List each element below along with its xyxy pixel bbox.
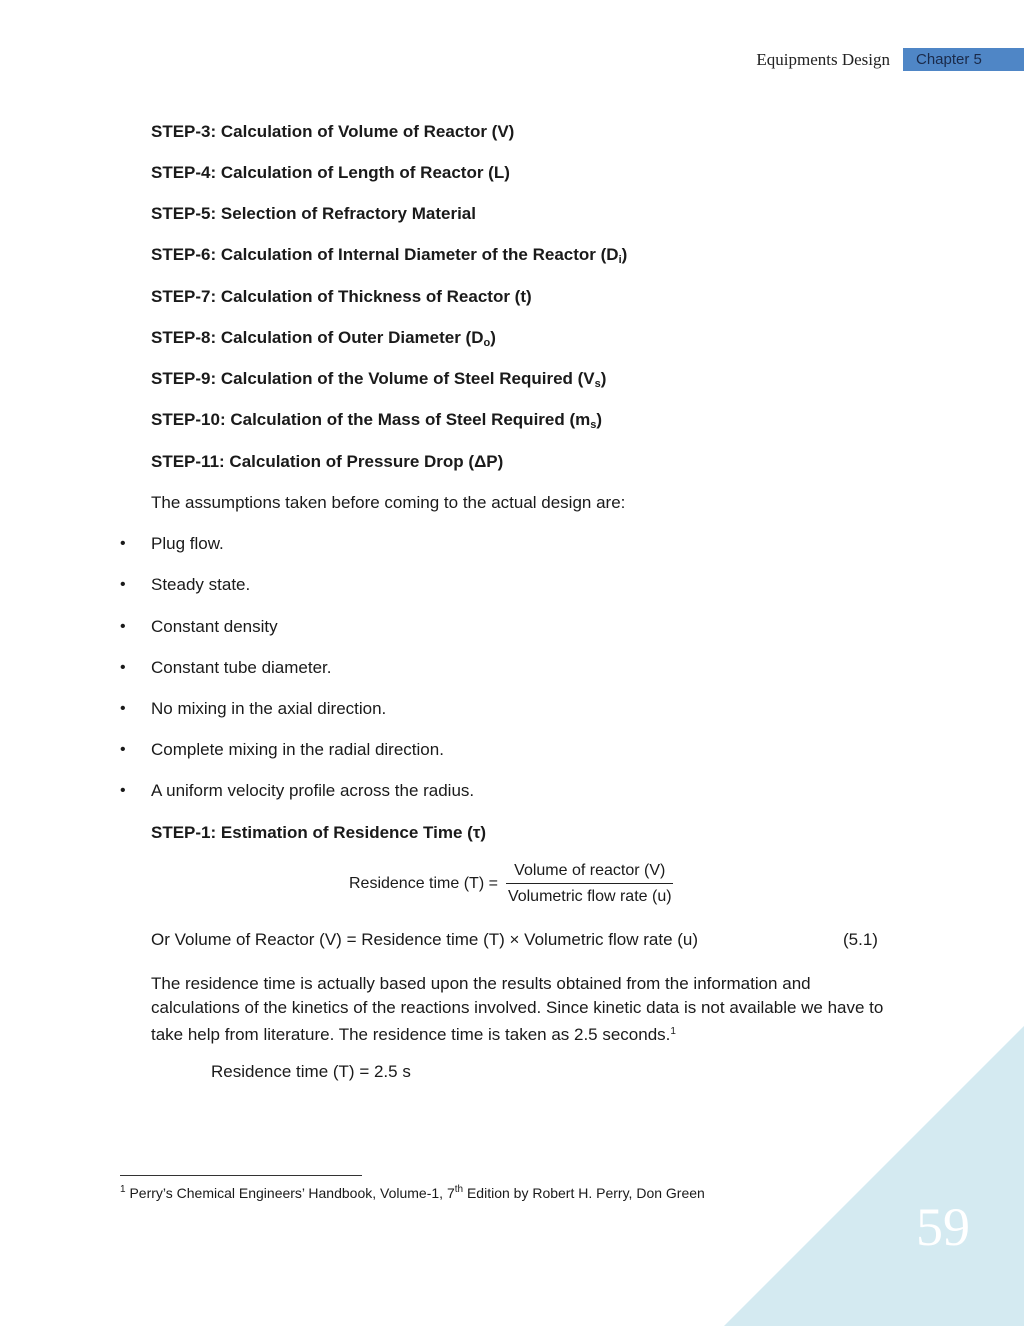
list-item: Constant tube diameter. (151, 658, 332, 677)
bullet-icon: • (120, 618, 126, 635)
step-4: STEP-4: Calculation of Length of Reactor (L) (151, 163, 510, 182)
chapter-label: Chapter 5 (916, 51, 982, 68)
step-11: STEP-11: Calculation of Pressure Drop (ΔP) (151, 452, 504, 471)
residence-time-formula (349, 862, 676, 906)
step-5: STEP-5: Selection of Refractory Material (151, 204, 476, 223)
corner-decoration (724, 1026, 1024, 1326)
step-6: STEP-6: Calculation of Internal Diameter of the Reactor $(D_i)$ (151, 245, 628, 266)
footnote: $^1$ Perry’s Chemical Engineers’ Handbook, Volume-1, 7th Edition by Robert H. Perry, Don Green (120, 1184, 705, 1201)
list-item: Steady state. (151, 575, 251, 594)
bullet-icon: • (120, 576, 126, 593)
list-item: Constant density (151, 617, 278, 636)
step-8: STEP-8: Calculation of Outer Diameter $(D_o)$ (151, 328, 496, 349)
equation-number: (5.1) (843, 930, 878, 949)
footnote-divider (120, 1175, 362, 1176)
bullet-icon: • (120, 741, 126, 758)
step-7: STEP-7: Calculation of Thickness of Reactor (t) (151, 287, 532, 306)
step-9: STEP-9: Calculation of the Volume of Steel Required $(V_s)$ (151, 369, 607, 390)
list-item: Plug flow. (151, 534, 224, 553)
fraction-denominator: Volumetric flow rate (u) (507, 888, 672, 905)
paragraph-text: The residence time is actually based upon the results obtained from the information and calculations of the kinetics of the reactions involved. Since kinetic data is not available we have to take help from literature. The residence time is taken as 2.5 seconds. (151, 974, 884, 1044)
corner-triangle (724, 1026, 1024, 1326)
footnote-reference[interactable]: 1 (670, 1026, 676, 1037)
formula-lhs: Residence time (T) = (349, 875, 498, 892)
bullet-icon: • (120, 659, 126, 676)
bullet-icon: • (120, 535, 126, 552)
bullet-icon: • (120, 782, 126, 799)
residence-time-result: Residence time (T) = 2.5 s (211, 1062, 411, 1081)
step-3: STEP-3: Calculation of Volume of Reactor (V) (151, 122, 515, 141)
chapter-tab (903, 48, 1024, 71)
list-item: A uniform velocity profile across the radius. (151, 781, 475, 800)
volume-equation: Or Volume of Reactor (V) = Residence time (T) × Volumetric flow rate (u) (151, 930, 699, 949)
page-number: 59 (916, 1197, 970, 1257)
step-10: STEP-10: Calculation of the Mass of Steel Required $(m_s)$ (151, 410, 603, 431)
list-item: Complete mixing in the radial direction. (151, 740, 444, 759)
step-1: STEP-1: Estimation of Residence Time (τ) (151, 823, 487, 842)
header-title: Equipments Design (756, 50, 890, 69)
list-item: No mixing in the axial direction. (151, 699, 387, 718)
fraction-numerator: Volume of reactor (V) (506, 862, 673, 884)
fraction (504, 862, 676, 906)
bullet-icon: • (120, 700, 126, 717)
footnote-marker: 1 (120, 1184, 126, 1195)
assumptions-intro: The assumptions taken before coming to the actual design are: (151, 493, 626, 512)
